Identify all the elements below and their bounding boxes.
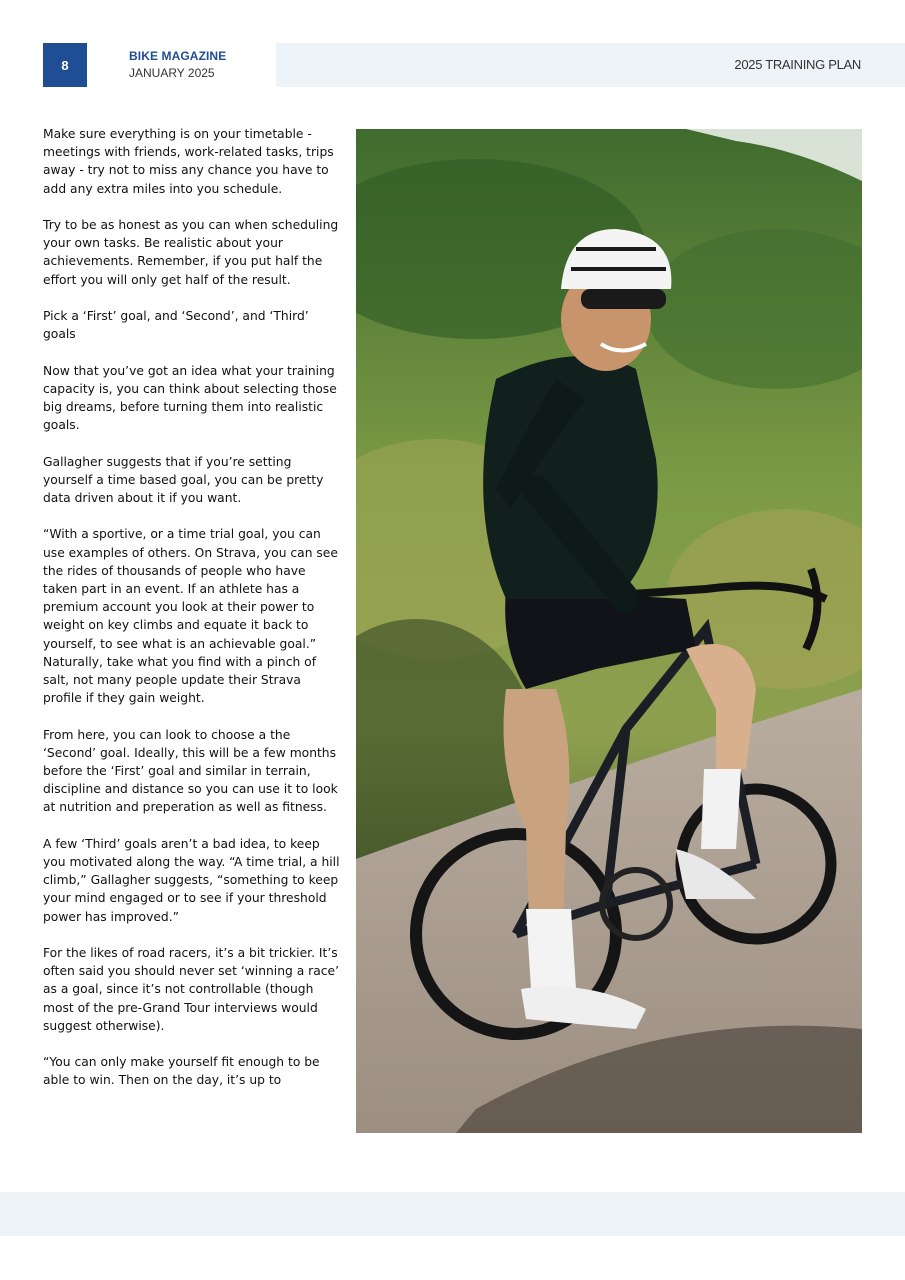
article-paragraph: Now that you’ve got an idea what your training capacity is, you can think about selecting those big dreams, before turning them into realistic goals. xyxy=(43,363,337,433)
header-band xyxy=(276,43,905,87)
article-paragraph: Pick a ‘First’ goal, and ‘Second’, and ‘Third’ goals xyxy=(43,309,309,342)
masthead xyxy=(129,49,226,81)
article-paragraph: A few ‘Third’ goals aren’t a bad idea, to keep you motivated along the way. “A time trial, a hill climb,” Gallagher suggests, “something to keep your mind engaged or to see if your threshold power has improved.” xyxy=(43,836,340,924)
article-paragraph: Try to be as honest as you can when scheduling your own tasks. Be realistic about your achievements. Remember, if you put half the effort you will only get half of the result. xyxy=(43,218,339,287)
article-paragraph: “With a sportive, or a time trial goal, you can use examples of others. On Strava, you can see the rides of thousands of people who have taken part in an event. If an athlete has a premium account you look at their power to weight on key climbs and equate it back to yourself, to see what is an achievable goal.” Naturally, take what you find with a pinch of salt, not many people update their Strava profile if they gain weight. xyxy=(43,527,338,706)
page-number: 8 xyxy=(43,43,87,87)
section-title: 2025 TRAINING PLAN xyxy=(734,57,861,72)
article-paragraph: From here, you can look to choose a the ‘Second’ goal. Ideally, this will be a few months before the ‘First’ goal and similar in terrain, discipline and distance so you can use it to look at nutrition and preperation as well as fitness. xyxy=(43,727,338,815)
article-paragraph: “You can only make yourself fit enough to be able to win. Then on the day, it’s up to xyxy=(43,1055,320,1088)
article-paragraph: Gallagher suggests that if you’re setting yourself a time based goal, you can be pretty data driven about it if you want. xyxy=(43,454,324,505)
issue-date: JANUARY 2025 xyxy=(129,66,215,80)
magazine-name: BIKE MAGAZINE xyxy=(129,49,227,63)
article-paragraph: For the likes of road racers, it’s a bit trickier. It’s often said you should never set ‘winning a race’ as a goal, since it’s not controllable (though most of the pre-Grand Tour interviews would suggest otherwise). xyxy=(43,946,339,1033)
article-paragraph: Make sure everything is on your timetable - meetings with friends, work-related tasks, trips away - try not to miss any chance you have to add any extra miles into you schedule. xyxy=(43,127,334,196)
article-body xyxy=(43,125,341,1108)
cyclist-photo xyxy=(356,129,862,1133)
footer-band xyxy=(0,1192,905,1236)
